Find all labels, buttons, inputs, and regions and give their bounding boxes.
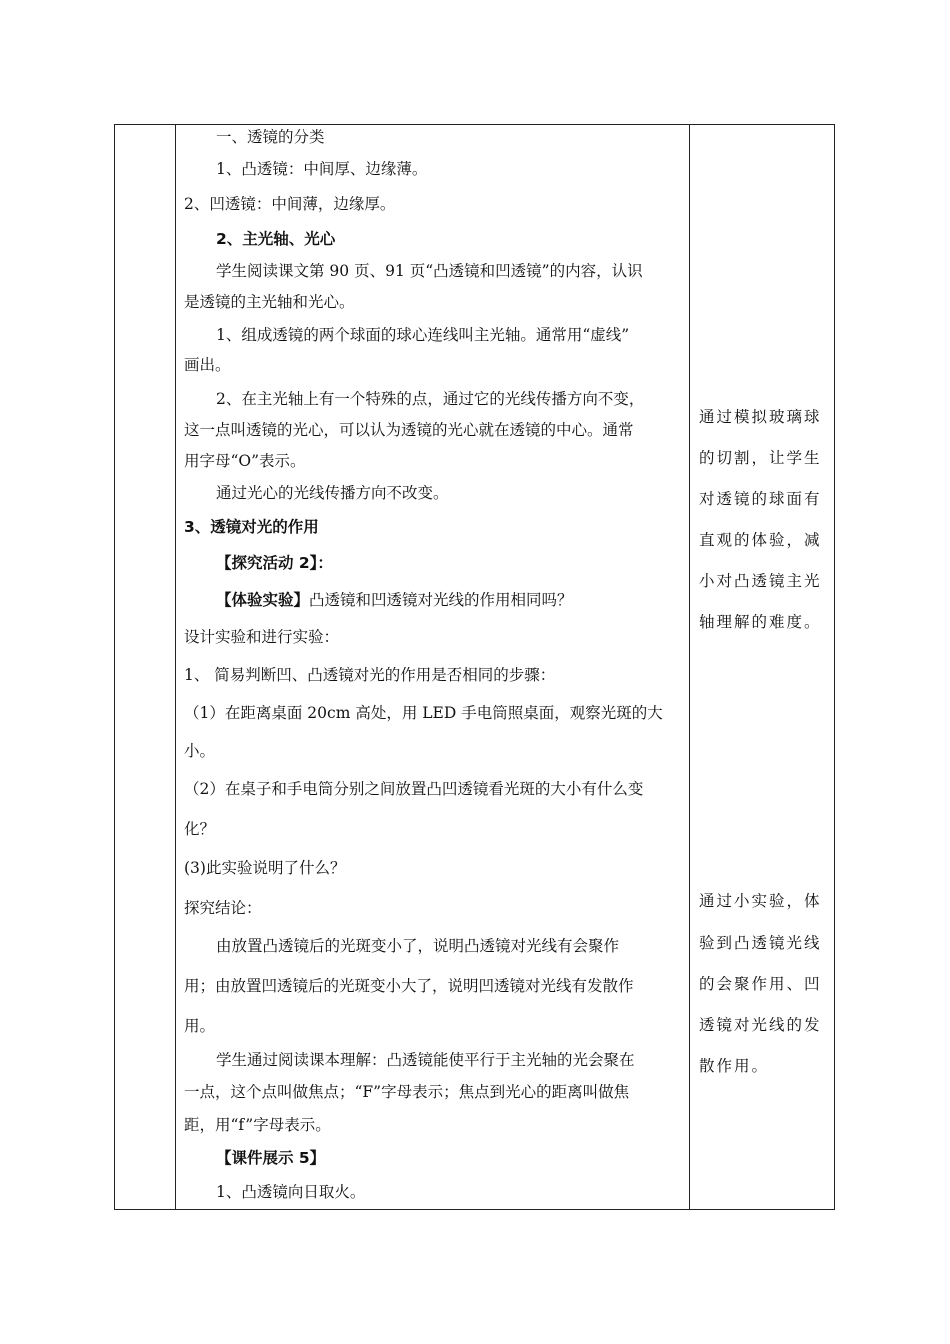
text-line: 是透镜的主光轴和光心。	[184, 293, 355, 311]
note-line: 对透镜的球面有	[699, 490, 822, 508]
text-line: （2）在桌子和手电筒分别之间放置凸凹透镜看光斑的大小有什么变	[184, 780, 644, 798]
teaching-content-cell	[176, 125, 689, 1209]
activity-label: 【探究活动 2】：	[216, 554, 333, 572]
text-line: 一点，这个点叫做焦点；“F”字母表示；焦点到光心的距离叫做焦	[184, 1083, 630, 1101]
section-heading: 一、透镜的分类	[216, 128, 325, 146]
text-line: 1、组成透镜的两个球面的球心连线叫主光轴。通常用“虚线”	[216, 326, 630, 344]
section-heading: 2、主光轴、光心	[216, 230, 336, 248]
note-line: 通过小实验，体	[699, 892, 822, 910]
text-line: 1、凸透镜：中间厚、边缘薄。	[216, 160, 428, 178]
design-notes-cell	[690, 125, 835, 1209]
note-line: 散作用。	[699, 1057, 770, 1075]
text-line: 1、凸透镜向日取火。	[216, 1183, 366, 1201]
note-line: 验到凸透镜光线	[699, 934, 822, 952]
text-line: 通过光心的光线传播方向不改变。	[216, 484, 449, 502]
text-line: （1）在距离桌面 20cm 高处，用 LED 手电筒照桌面，观察光斑的大	[184, 704, 663, 722]
text-line	[216, 590, 573, 610]
text-line: (3)此实验说明了什么？	[184, 859, 346, 877]
courseware-label: 【课件展示 5】	[216, 1149, 326, 1167]
text-line: 小。	[184, 742, 216, 760]
text-line: 学生通过阅读课本理解：凸透镜能使平行于主光轴的光会聚在	[216, 1051, 635, 1069]
text-line: 用。	[184, 1017, 216, 1035]
text-line: 1、 简易判断凹、凸透镜对光的作用是否相同的步骤：	[184, 666, 556, 684]
lesson-table	[114, 124, 835, 1210]
text-line: 用字母“O”表示。	[184, 452, 306, 470]
text-line: 2、在主光轴上有一个特殊的点，通过它的光线传播方向不变，	[216, 390, 645, 408]
text-line: 探究结论：	[184, 899, 262, 917]
text-line: 2、凹透镜：中间薄，边缘厚。	[184, 195, 396, 213]
note-line: 透镜对光线的发	[699, 1016, 822, 1034]
note-line: 小对凸透镜主光	[699, 572, 822, 590]
text-line: 化？	[184, 820, 216, 838]
note-line: 轴理解的难度。	[699, 613, 822, 631]
text-line: 设计实验和进行实验：	[184, 628, 340, 646]
experiment-label: 【体验实验】	[216, 591, 310, 609]
section-heading: 3、透镜对光的作用	[184, 518, 319, 536]
text-line: 学生阅读课文第 90 页、91 页“凸透镜和凹透镜”的内容，认识	[216, 262, 643, 280]
text-line: 由放置凸透镜后的光斑变小了，说明凸透镜对光线有会聚作	[216, 937, 620, 955]
note-line: 的会聚作用、凹	[699, 975, 822, 993]
experiment-question: 凸透镜和凹透镜对光线的作用相同吗？	[309, 591, 573, 609]
text-line: 距，用“f”字母表示。	[184, 1116, 331, 1134]
text-line: 画出。	[184, 356, 231, 374]
note-line: 的切割，让学生	[699, 449, 822, 467]
note-line: 通过模拟玻璃球	[699, 408, 822, 426]
text-line: 用；由放置凹透镜后的光斑变小大了，说明凹透镜对光线有发散作	[184, 977, 634, 995]
note-line: 直观的体验，减	[699, 531, 822, 549]
text-line: 这一点叫透镜的光心，可以认为透镜的光心就在透镜的中心。通常	[184, 421, 634, 439]
